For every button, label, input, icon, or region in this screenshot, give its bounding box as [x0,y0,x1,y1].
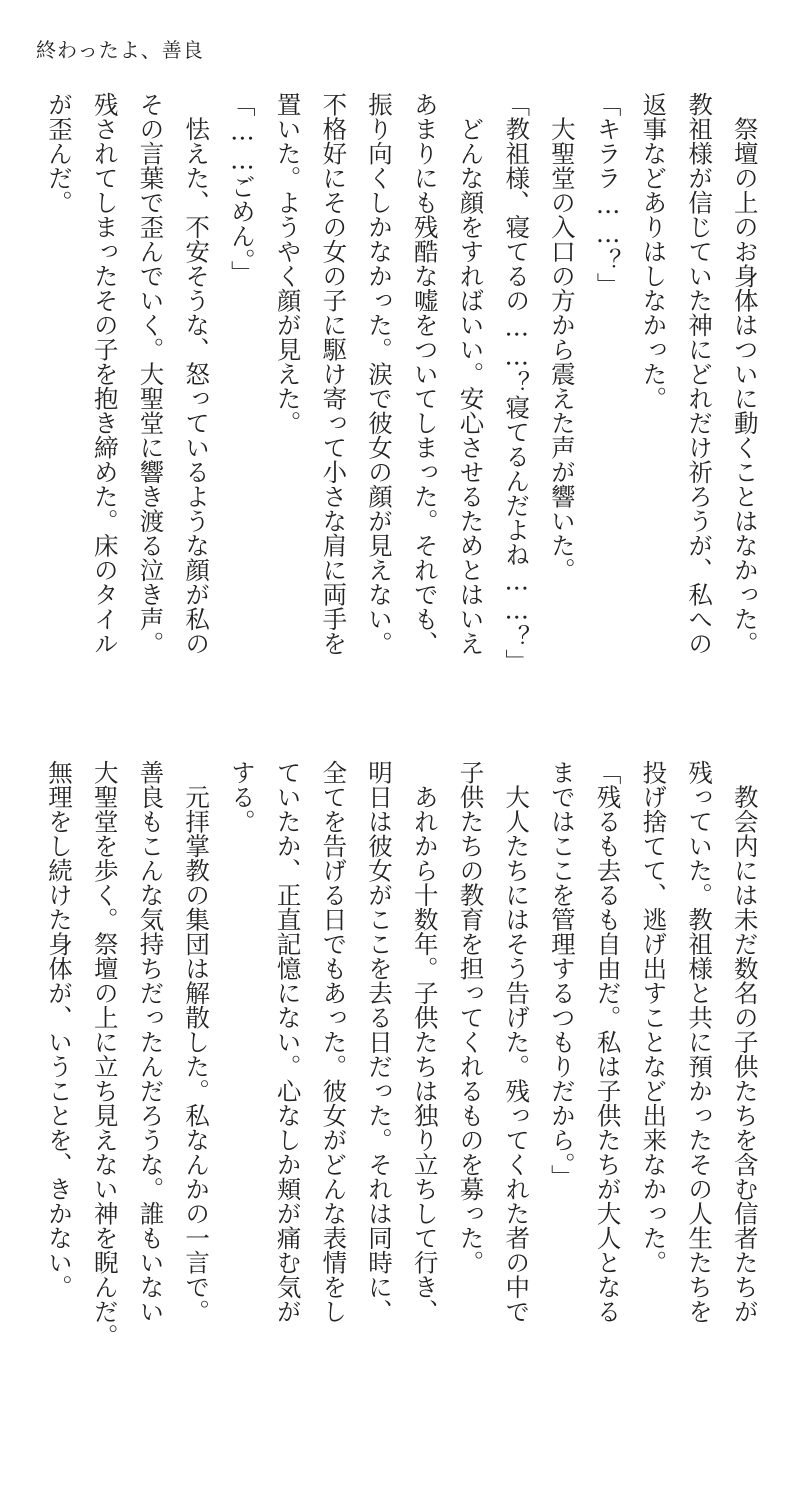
text-column: ていたか、正直記憶にない。心なしか頬が痛む気が [273,760,303,1324]
text-column: 不格好にその女の子に駆け寄って小さな肩に両手を [319,92,349,656]
text-column: 怯えた、不安そうな、怒っているような顔が私の [182,92,212,656]
text-column: 大聖堂の入口の方から震えた声が響いた。 [547,92,577,582]
text-column: 残っていた。教祖様と共に預かったその人生たちを [685,760,715,1324]
text-column: 「……ごめん。」 [227,92,257,285]
text-column: 返事などありはしなかった。 [639,92,669,411]
text-column: 大聖堂を歩く。祭壇の上に立ち見えない神を睨んだ。 [90,760,120,1348]
text-column: 置いた。ようやく顔が見えた。 [273,92,303,435]
text-column: 「残るも去るも自由だ。私は子供たちが大人となる [593,760,623,1324]
text-column: する。 [227,760,257,834]
page-title: 終わったよ、善良 [36,38,204,62]
text-column: 「キララ……？」 [593,92,623,297]
text-column: 振り向くしかなかった。涙で彼女の顔が見えない。 [365,92,395,656]
story-section-top [41,92,761,712]
text-column: 全てを告げる日でもあった。彼女がどんな表情をし [319,760,349,1324]
text-column: 善良もこんな気持ちだったんだろうな。誰もいない [136,760,166,1324]
text-column: あれから十数年。子供たちは独り立ちして行き、 [410,760,440,1324]
text-column: まではここを管理するつもりだから。」 [547,760,577,1189]
text-column: 「教祖様、寝てるの……？寝てるんだよね……？」 [502,92,532,674]
text-column: 残されてしまったその子を抱き締めた。床のタイル [90,92,120,656]
text-column: 子供たちの教育を担ってくれるものを募った。 [456,760,486,1275]
text-column: が歪んだ。 [45,92,74,215]
text-column: 教会内には未だ数名の子供たちを含む信者たちが [730,760,760,1324]
story-section-bottom [41,760,761,1380]
text-column: 教祖様が信じていた神にどれだけ祈ろうが、私への [685,92,715,656]
text-column: 祭壇の上のお身体はついに動くことはなかった。 [730,92,760,656]
text-column: 明日は彼女がここを去る日だった。それは同時に、 [365,760,395,1324]
text-column: どんな顔をすればいい。安心させるためとはいえ [456,92,486,656]
text-column: 大人たちにはそう告げた。残ってくれた者の中で [502,760,532,1324]
text-column: 無理をし続けた身体が、いうことを、きかない。 [45,760,74,1299]
text-column: 投げ捨てて、逃げ出すことなど出来なかった。 [639,760,669,1275]
text-column: その言葉で歪んでいく。大聖堂に響き渡る泣き声。 [136,92,166,656]
text-column: 元拝掌教の集団は解散した。私なんかの一言で。 [182,760,212,1324]
text-column: あまりにも残酷な嘘をついてしまった。それでも、 [410,92,440,656]
